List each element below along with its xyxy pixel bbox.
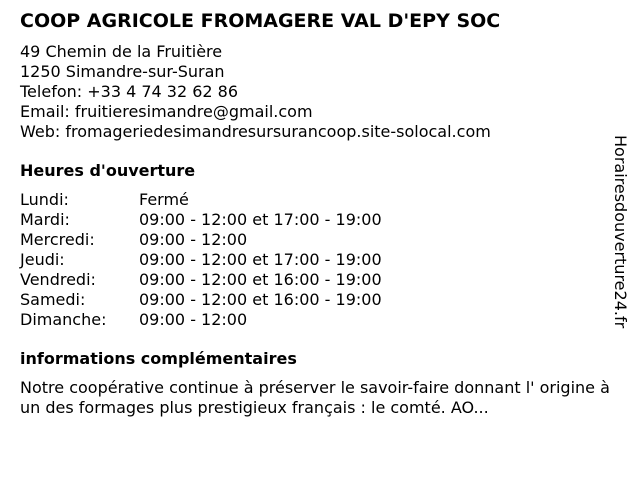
address-street: 49 Chemin de la Fruitière	[20, 42, 223, 61]
hours-day: Lundi:	[20, 190, 69, 209]
hours-day: Jeudi:	[20, 250, 65, 269]
hours-row-vendredi	[20, 270, 610, 290]
opening-hours-heading: Heures d'ouverture	[20, 161, 196, 180]
hours-row-samedi	[20, 290, 610, 310]
hours-time: 09:00 - 12:00	[139, 230, 248, 249]
hours-time: 09:00 - 12:00 et 17:00 - 19:00	[139, 210, 382, 229]
hours-day: Vendredi:	[20, 270, 96, 289]
hours-day: Mardi:	[20, 210, 70, 229]
business-card	[20, 8, 610, 418]
hours-time: 09:00 - 12:00 et 16:00 - 19:00	[139, 290, 382, 309]
hours-time: 09:00 - 12:00	[139, 310, 248, 329]
hours-row-mardi	[20, 210, 610, 230]
website-url: Web: fromageriedesimandresursurancoop.site-solocal.com	[20, 122, 491, 141]
additional-info-text: Notre coopérative continue à préserver le savoir-faire donnant l' origine à un des formages plus prestigieux français : le comté. AO...	[20, 378, 610, 417]
hours-day: Dimanche:	[20, 310, 107, 329]
email-address: Email: fruitieresimandre@gmail.com	[20, 102, 313, 121]
hours-row-lundi	[20, 190, 610, 210]
business-name: COOP AGRICOLE FROMAGERE VAL D'EPY SOC	[20, 10, 501, 32]
site-watermark: Horairesdouverture24.fr	[611, 135, 630, 329]
opening-hours-table	[20, 190, 610, 330]
hours-time: Fermé	[139, 190, 189, 209]
hours-row-jeudi	[20, 250, 610, 270]
hours-day: Mercredi:	[20, 230, 95, 249]
hours-time: 09:00 - 12:00 et 17:00 - 19:00	[139, 250, 382, 269]
hours-row-mercredi	[20, 230, 610, 250]
hours-time: 09:00 - 12:00 et 16:00 - 19:00	[139, 270, 382, 289]
address-city: 1250 Simandre-sur-Suran	[20, 62, 225, 81]
phone-number: Telefon: +33 4 74 32 62 86	[20, 82, 239, 101]
hours-row-dimanche	[20, 310, 610, 330]
hours-day: Samedi:	[20, 290, 86, 309]
additional-info-heading: informations complémentaires	[20, 349, 297, 368]
